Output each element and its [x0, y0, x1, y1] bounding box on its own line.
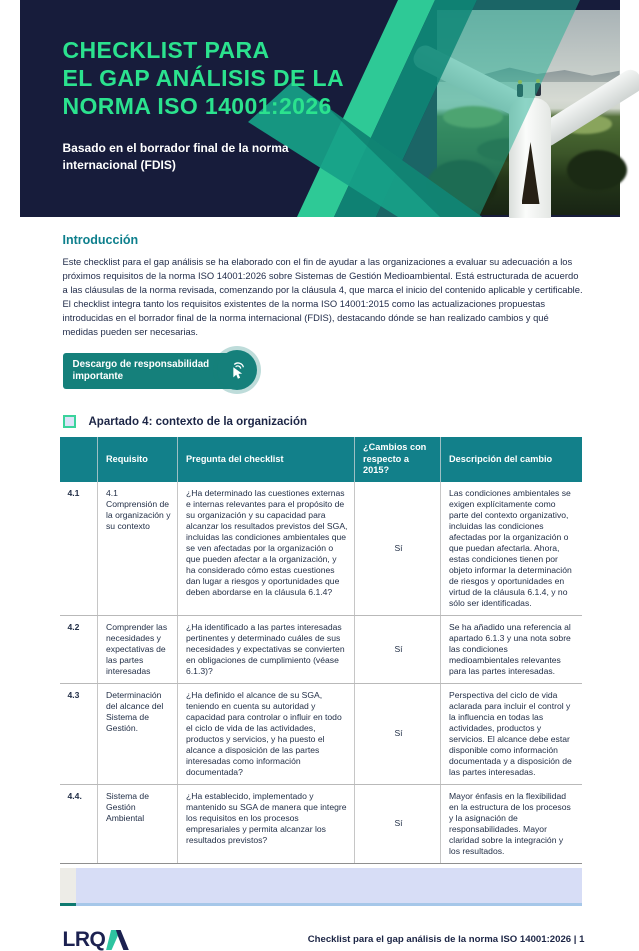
cell-pregunta: ¿Ha establecido, implementado y mantenido su SGA de manera que integre los requisitos en los procesos empresariales y permita alcanzar los resultados previstos? [178, 784, 355, 863]
table-row [60, 784, 582, 863]
click-icon[interactable] [217, 350, 257, 390]
cell-requisito: 4.1 Comprensión de la organización y su contexto [98, 482, 178, 616]
document-page [20, 0, 620, 951]
cell-descripcion: Mayor énfasis en la flexibilidad en la estructura de los procesos y la asignación de responsabilidades. Mayor claridad sobre la integración y los resultados. [441, 784, 582, 863]
lrqa-logo-text: LRQ [62, 927, 106, 951]
cell-id: 4.3 [60, 683, 98, 784]
cell-pregunta: ¿Ha identificado a las partes interesadas pertinentes y determinado cuáles de sus necesidades y expectativas se convierten en obligaciones de cumplimiento (véase 6.1.3)? [178, 615, 355, 683]
page-title [63, 36, 344, 120]
checkbox-icon [63, 415, 76, 428]
cell-requisito: Determinación del alcance del Sistema de Gestión. [98, 683, 178, 784]
cell-cambios: Sí [355, 615, 441, 683]
intro-paragraph: Este checklist para el gap análisis se ha elaborado con el fin de ayudar a las organizaciones a evaluar su adecuación a los próximos requisitos de la norma ISO 14001:2026 sobre Sistemas de Gestión Medioambiental. Está estructurada de acuerdo a las cláusulas de la norma revisada, comenzando por la cláusula 4, que marca el inicio del contenido aplicable y certificable. El checklist integra tanto los requisitos existentes de la norma ISO 14001:2015 como las actualizaciones propuestas introducidas en el borrador final de la norma internacional (FDIS), destacando dónde se han realizado cambios y qué medidas pueden ser necesarias. [62, 256, 583, 337]
next-section-strip [60, 868, 582, 906]
table-row [60, 482, 582, 616]
column-header-cambios: ¿Cambios con respecto a 2015? [355, 437, 441, 482]
column-header-descripcion: Descripción del cambio [441, 437, 582, 482]
page-title-line1: CHECKLIST PARA [62, 37, 270, 63]
cell-cambios: Sí [355, 784, 441, 863]
page-title-line3: NORMA ISO 14001:2026 [62, 93, 332, 119]
column-header-pregunta: Pregunta del checklist [178, 437, 355, 482]
table-row [60, 683, 582, 784]
cell-pregunta: ¿Ha determinado las cuestiones externas e internas relevantes para el propósito de su organización y su capacidad para alcanzar los resultados previstos del SGA, incluidas las condiciones ambientales que se ven afectadas por la organización o que pueden afectar a la organización, y ha considerado cómo estas cuestiones dan lugar a riesgos y oportunidades que deben abordarse en la cláusula 6.1.4? [178, 482, 355, 616]
cell-cambios: Sí [355, 482, 441, 616]
intro-heading: Introducción [62, 233, 139, 247]
cell-id: 4.4. [60, 784, 98, 863]
cell-descripcion: Se ha añadido una referencia al apartado 6.1.3 y una nota sobre las condiciones medioambientales relevantes para las partes interesadas. [441, 615, 582, 683]
hero-header [20, 0, 620, 217]
column-header-requisito: Requisito [98, 437, 178, 482]
column-header-id [60, 437, 98, 482]
section-title: Apartado 4: contexto de la organización [88, 415, 308, 428]
cell-pregunta: ¿Ha definido el alcance de su SGA, teniendo en cuenta su autoridad y capacidad para controlar o influir en todo el ciclo de vida de las actividades, productos y servicios, y ha puesto el alcance a disposición de las partes interesadas como información documentada? [178, 683, 355, 784]
cell-cambios: Sí [355, 683, 441, 784]
cell-requisito: Comprender las necesidades y expectativas de las partes interesadas [98, 615, 178, 683]
lrqa-logo-mark-icon [105, 930, 129, 950]
disclaimer-link-button[interactable] [63, 353, 239, 389]
page-title-line2: EL GAP ANÁLISIS DE LA [62, 65, 344, 91]
page-footer [62, 927, 585, 951]
footer-page-label: Checklist para el gap análisis de la norma ISO 14001:2026 | 1 [307, 934, 585, 946]
table-header-row [60, 437, 582, 482]
cell-descripcion: Las condiciones ambientales se exigen explícitamente como parte del contexto organizativo, incluidas las condiciones afectadas por la organización o que puedan afectarla. Ahora, estas condiciones tienen por objeto informar la determinación de riesgos y oportunidades en virtud de la cláusula 6.1.4, y no sólo ser identificadas. [441, 482, 582, 616]
gap-analysis-table [60, 437, 582, 864]
cell-requisito: Sistema de Gestión Ambiental [98, 784, 178, 863]
cell-id: 4.2 [60, 615, 98, 683]
lrqa-logo [62, 927, 130, 951]
page-subtitle: Basado en el borrador final de la norma internacional (FDIS) [62, 141, 289, 172]
cell-id: 4.1 [60, 482, 98, 616]
disclaimer-label: Descargo de responsabilidad importante [72, 359, 210, 383]
table-row [60, 615, 582, 683]
section-header [63, 415, 585, 428]
cell-descripcion: Perspectiva del ciclo de vida aclarada para incluir el control y la influencia en todas las actividades, productos y servicios. El alcance debe estar disponible como información documentada y a disposición de las partes interesadas. [441, 683, 582, 784]
body-content [20, 233, 620, 950]
